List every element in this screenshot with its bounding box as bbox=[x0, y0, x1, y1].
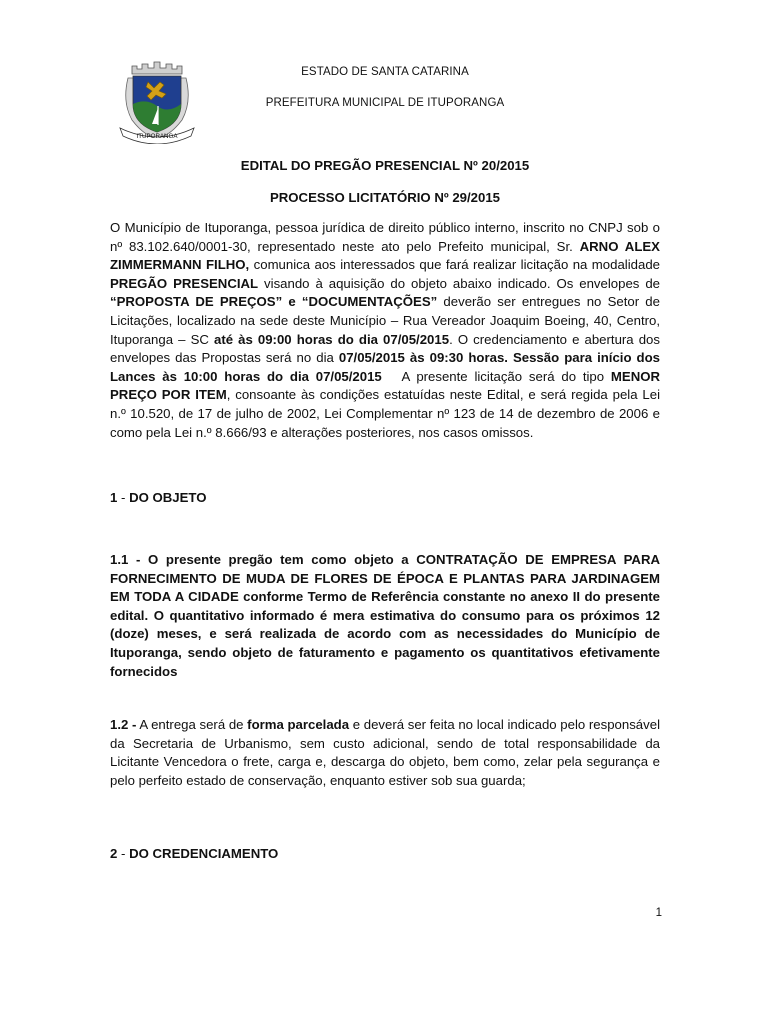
intro-text-2: comunica aos interessados que fará realizar licitação na modalidade bbox=[249, 257, 660, 273]
page-number: 1 bbox=[655, 907, 662, 919]
section-2-separator: - bbox=[117, 846, 130, 861]
item-1-2-text-1: A entrega será de bbox=[136, 717, 248, 732]
section-2-number: 2 bbox=[110, 846, 118, 861]
intro-text-5: . O credenciamento e abertura dos envelopes das Propostas será no dia bbox=[110, 331, 660, 366]
intro-bold-session: 07/05/2015 às 09:30 horas. Sessão para início dos Lances às 10:00 horas do dia 07/05/2015 bbox=[110, 350, 660, 384]
header-prefecture: PREFEITURA MUNICIPAL DE ITUPORANGA bbox=[265, 97, 505, 109]
item-1-2-text-2: e deverá ser feita no local indicado pelo responsável da Secretaria de Urbanismo, sem custo adicional, sendo de total responsabilidade da Licitante Vencedora o frete, carga e, descarga do objeto, bem como, zelar pela segurança e pelo perfeito estado de conservação, enquanto estiver sob sua guarda; bbox=[110, 717, 660, 788]
edital-title: EDITAL DO PREGÃO PRESENCIAL Nº 20/2015 bbox=[240, 158, 530, 173]
intro-text-6: A presente licitação será do tipo bbox=[381, 368, 611, 384]
intro-bold-type: MENOR PREÇO POR ITEM bbox=[110, 368, 660, 403]
section-2-title: DO CREDENCIAMENTO bbox=[129, 846, 279, 861]
section-2-heading bbox=[110, 846, 278, 861]
intro-text-3: visando à aquisição do objeto abaixo indicado. Os envelopes de bbox=[258, 275, 660, 291]
section-1-title: DO OBJETO bbox=[129, 490, 207, 505]
intro-bold-envelopes: “PROPOSTA DE PREÇOS” e “DOCUMENTAÇÕES” bbox=[110, 294, 438, 310]
section-1-separator: - bbox=[117, 490, 130, 505]
header-state: ESTADO DE SANTA CATARINA bbox=[301, 66, 469, 78]
intro-bold-modality: PREGÃO PRESENCIAL bbox=[110, 275, 259, 291]
intro-text-7: , consoante às condições estatuídas neste Edital, e será regida pela Lei n.º 10.520, de 17 de julho de 2002, Lei Complementar nº 123 de 14 de dezembro de 2006 e como pela Lei n.º 8.666/93 e alterações posteriores, nos casos omissos. bbox=[110, 387, 661, 440]
intro-bold-deadline: até às 09:00 horas do dia 07/05/2015 bbox=[213, 331, 450, 347]
municipal-crest-icon bbox=[118, 58, 196, 144]
section-1-number: 1 bbox=[110, 490, 118, 505]
intro-paragraph bbox=[110, 219, 660, 442]
item-1-2-number: 1.2 - bbox=[110, 717, 137, 732]
item-1-2-paragraph bbox=[110, 716, 660, 790]
item-1-2-bold: forma parcelada bbox=[247, 717, 350, 732]
crest-ribbon-text: ITUPORANGA bbox=[136, 133, 178, 140]
section-1-heading bbox=[110, 490, 207, 505]
intro-bold-mayor: ARNO ALEX ZIMMERMANN FILHO, bbox=[110, 238, 660, 273]
intro-text-4: deverão ser entregues no Setor de Licitações, localizado na sede deste Município – Rua Vereador Joaquim Boeing, 40, Centro, Ituporanga – SC bbox=[110, 294, 660, 347]
item-1-1-paragraph: 1.1 - O presente pregão tem como objeto a CONTRATAÇÃO DE EMPRESA PARA FORNECIMENTO DE MUDA DE FLORES DE ÉPOCA E PLANTAS PARA JARDINAGEM EM TODA A CIDADE conforme Termo de Referência constante no anexo II do presente edital. O quantitativo informado é mera estimativa do consumo para os próximos 12 (doze) meses, e será realizada de acordo com as necessidades do Município de Ituporanga, sendo objeto de faturamento e pagamento os quantitativos efetivamente fornecidos bbox=[110, 552, 660, 679]
intro-text-1: O Município de Ituporanga, pessoa jurídica de direito público interno, inscrito no CNPJ sob o nº 83.102.640/0001-30, representado neste ato pelo Prefeito municipal, Sr. bbox=[110, 220, 660, 254]
processo-title: PROCESSO LICITATÓRIO Nº 29/2015 bbox=[269, 190, 501, 205]
